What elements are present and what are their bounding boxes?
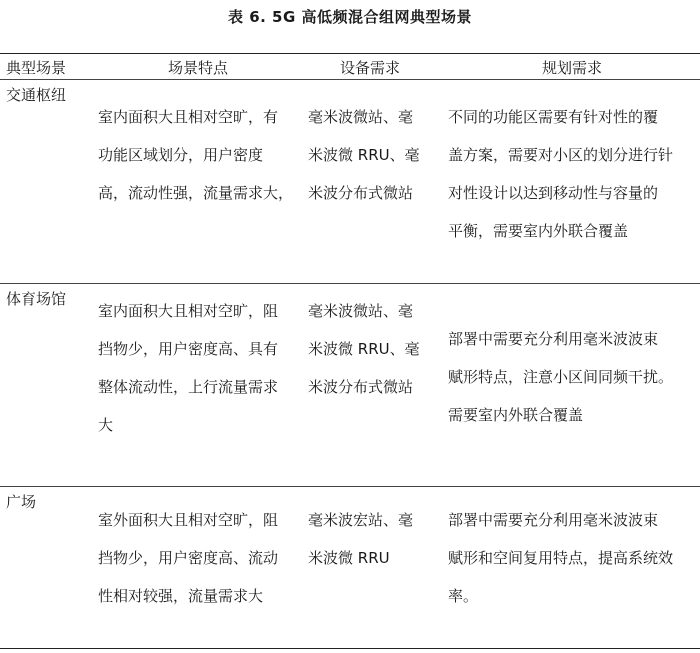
table-header — [0, 55, 700, 79]
table-row — [0, 284, 700, 484]
header-scene: 典型场景 — [6, 59, 67, 77]
row-planning: 不同的功能区需要有针对性的覆 盖方案，需要对小区的划分进行针 对性设计以达到移动性与容量的 平衡，需要室内外联合覆盖 — [448, 108, 674, 240]
row-equipment: 毫米波微站、毫 米波微 RRU、毫 米波分布式微站 — [308, 108, 420, 202]
header-features: 场景特点 — [167, 59, 228, 77]
row-planning: 部署中需要充分利用毫米波波束 赋形和空间复用特点，提高系统效 率。 — [448, 511, 674, 605]
table-top-rule — [0, 53, 700, 54]
table-bottom-rule — [0, 648, 700, 649]
table-row — [0, 80, 700, 282]
row-features: 室内面积大且相对空旷，有 功能区域划分，用户密度 高，流动性强，流量需求大， — [98, 108, 294, 202]
row-scene: 交通枢纽 — [6, 86, 67, 104]
header-planning: 规划需求 — [541, 59, 602, 77]
row-equipment: 毫米波宏站、毫 米波微 RRU — [308, 511, 414, 567]
header-equipment: 设备需求 — [339, 59, 400, 77]
row-scene: 体育场馆 — [6, 290, 67, 308]
row-features: 室内面积大且相对空旷，阻 挡物少，用户密度高、具有 整体流动性，上行流量需求 大 — [98, 302, 279, 434]
table-title: 表 6. 5G 高低频混合组网典型场景 — [227, 8, 473, 26]
row-scene: 广场 — [6, 493, 37, 511]
row-features: 室外面积大且相对空旷，阻 挡物少，用户密度高、流动 性相对较强，流量需求大 — [98, 511, 279, 605]
table-row — [0, 487, 700, 647]
row-equipment: 毫米波微站、毫 米波微 RRU、毫 米波分布式微站 — [308, 302, 420, 396]
row-planning: 部署中需要充分利用毫米波波束 赋形特点，注意小区间同频干扰。 需要室内外联合覆盖 — [448, 330, 674, 424]
